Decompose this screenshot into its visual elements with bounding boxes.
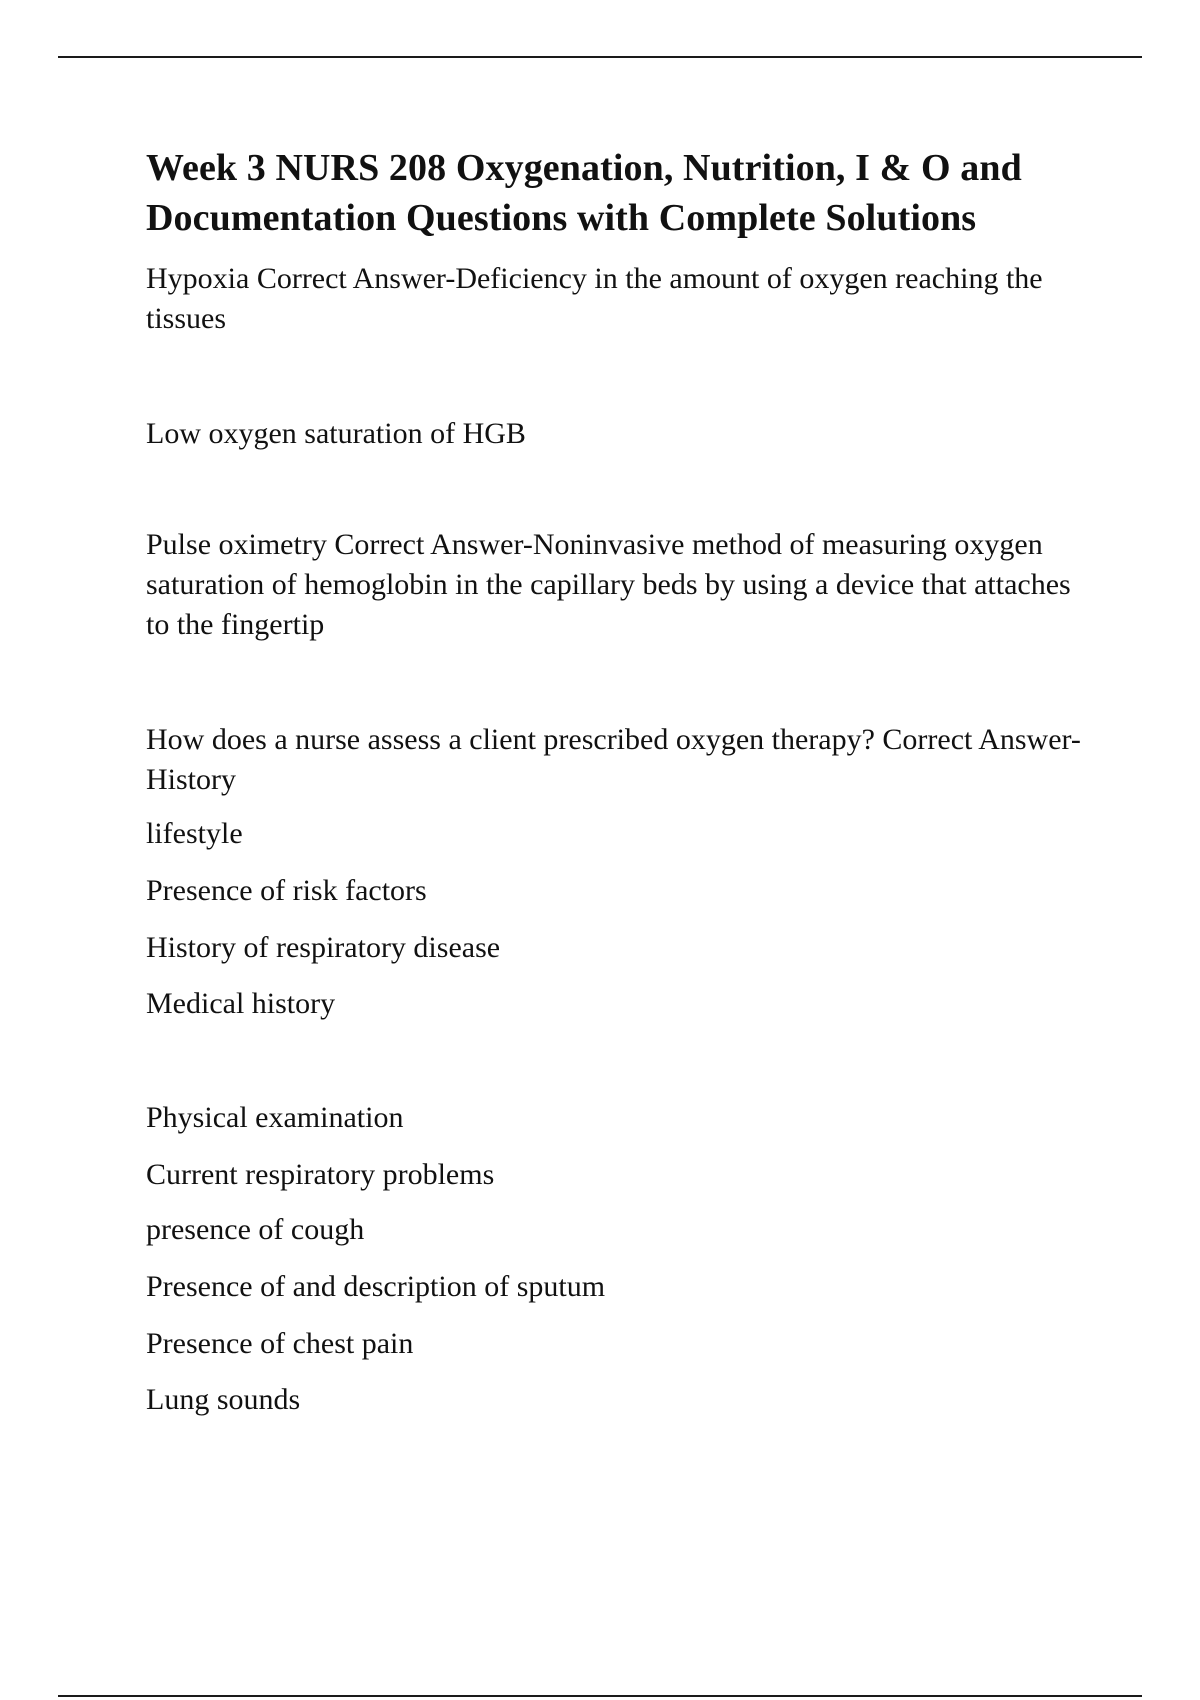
list-item: Medical history bbox=[146, 987, 336, 1020]
list-item: Presence of chest pain bbox=[146, 1327, 414, 1360]
footer-rule bbox=[58, 1695, 1142, 1697]
list-item: lifestyle bbox=[146, 817, 243, 850]
page-title: Week 3 NURS 208 Oxygenation, Nutrition, I & O and Documentation Questions with Complete Solutions bbox=[146, 147, 1022, 239]
list-item: Physical examination bbox=[146, 1101, 404, 1134]
list-item: Presence of risk factors bbox=[146, 874, 427, 907]
list-item: Current respiratory problems bbox=[146, 1158, 495, 1191]
paragraph-pulse-oximetry: Pulse oximetry Correct Answer-Noninvasive method of measuring oxygen saturation of hemoglobin in the capillary beds by using a device that attaches to the fingertip bbox=[146, 528, 1071, 641]
list-item: Lung sounds bbox=[146, 1383, 301, 1416]
paragraph-assess-question: How does a nurse assess a client prescribed oxygen therapy? Correct Answer-History bbox=[146, 723, 1081, 796]
header-rule bbox=[58, 56, 1142, 58]
paragraph-low-oxygen: Low oxygen saturation of HGB bbox=[146, 417, 526, 450]
paragraph-hypoxia: Hypoxia Correct Answer-Deficiency in the amount of oxygen reaching the tissues bbox=[146, 262, 1043, 335]
list-item: presence of cough bbox=[146, 1213, 365, 1246]
list-item: History of respiratory disease bbox=[146, 931, 501, 964]
list-item: Presence of and description of sputum bbox=[146, 1270, 606, 1303]
